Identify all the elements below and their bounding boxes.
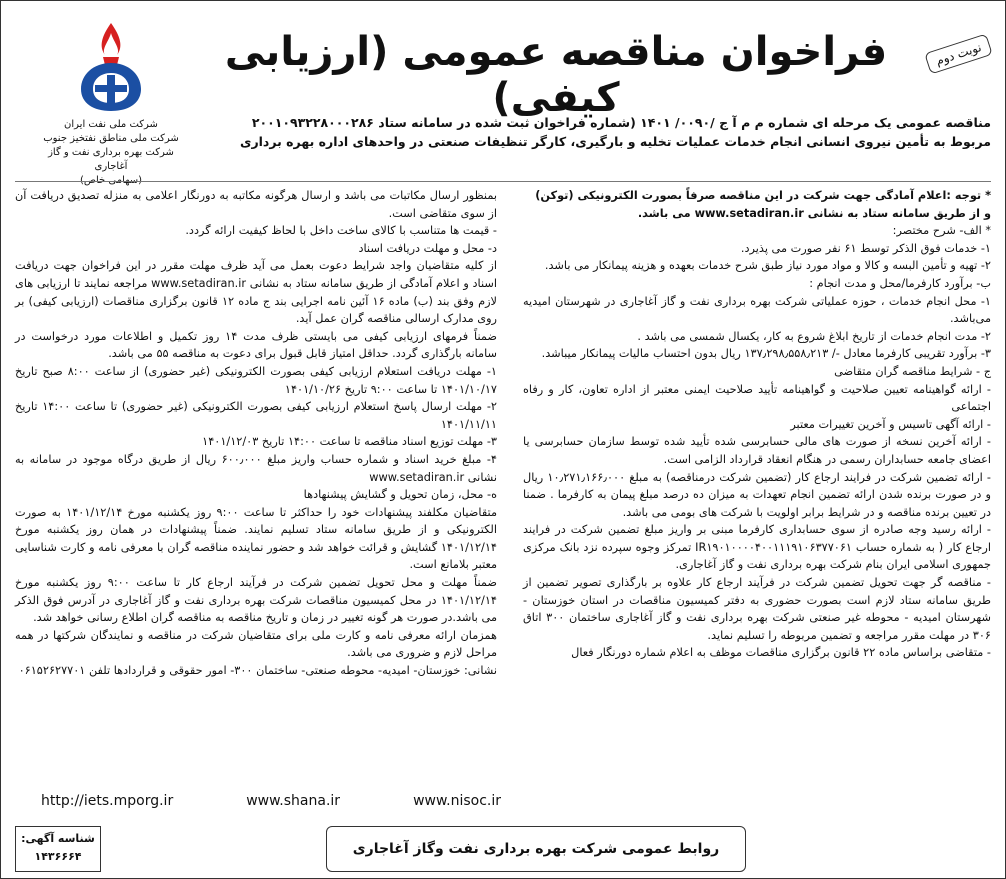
paragraph: - قیمت ها متناسب با کالای ساخت داخل با لحاظ کیفیت ارائه گردد. <box>185 224 497 238</box>
subtitle-line-1: مناقصه عمومی یک مرحله ای شماره م م آ ج /۰۰۹۰/ ۱۴۰۱ (شماره فراخوان ثبت شده در سامانه ستاد ۲۰۰۱۰۹۳۲۲۸۰۰۰۲۸۶ <box>251 115 991 130</box>
company-logo <box>41 19 181 188</box>
link-nisoc[interactable]: www.nisoc.ir <box>413 793 501 809</box>
paragraph: - ارائه آگهی تاسیس و آخرین تغییرات معتبر <box>790 417 991 431</box>
link-shana[interactable]: www.shana.ir <box>246 793 341 809</box>
paragraph: ه- محل، زمان تحویل و گشایش پیشنهادها <box>303 488 497 502</box>
paragraph: * الف- شرح مختصر: <box>892 224 991 238</box>
paragraph: ۱- خدمات فوق الذکر توسط ۶۱ نفر صورت می پذیرد. <box>740 241 991 255</box>
paragraph: ج - شرایط مناقصه گران متقاضی <box>834 364 991 378</box>
paragraph: - متقاضی براساس ماده ۲۲ قانون برگزاری مناقصات موظف به اعلام شماره دورنگار فعال <box>571 646 991 660</box>
nioc-flame-logo-icon <box>71 19 151 114</box>
paragraph: ۲- مهلت ارسال پاسخ استعلام ارزیابی کیفی بصورت الکترونیکی (غیر حضوری) تا ساعت ۱۴:۰۰ تاریخ ۱۴۰۱/۱۱/۱۱ <box>15 400 497 431</box>
paragraph: ۲- تهیه و تأمین البسه و کالا و مواد مورد نیاز طبق شرح خدمات بعهده و هزینه پیمانکار می باشد. <box>544 259 991 273</box>
logo-line-3: شرکت بهره برداری نفت و گاز آغاجاری <box>48 147 174 172</box>
paragraph: ۴- مبلغ خرید اسناد و شماره حساب واریز مبلغ ۶۰۰٫۰۰۰ ریال از طریق درگاه موجود در سامانه به نشانی www.setadiran.ir <box>15 452 497 484</box>
paragraph: ضمناً فرمهای ارزیابی کیفی می بایستی ظرف مدت ۱۴ روز تکمیل و اطلاعات مورد درخواست در سامانه بارگذاری گردد. حداقل امتیاز قابل قبول برای دعوت به مناقصه ۵۵ می باشد. <box>15 329 497 361</box>
page-title: فراخوان مناقصه عمومی (ارزیابی کیفی) <box>224 29 888 121</box>
divider <box>15 181 991 182</box>
paragraph: - ارائه رسید وجه صادره از سوی حسابداری کارفرما مبنی بر واریز مبلغ تضمین شرکت در فرایند ارجاع کار ( به شماره حساب IR۱۹۰۱۰۰۰۰۴۰۰۱۱۱۹۱۰۶۳۷۷۰۶۱ تمرکز وجوه سپرده نزد بانک مرکزی جمهوری اسلامی ایران بنام شرکت بهره برداری نفت و گاز آغاجاری. <box>523 523 991 572</box>
paragraph: همزمان ارائه معرفی نامه و کارت ملی برای متقاضیان شرکت در مناقصه و نمایندگان شرکتها در همه مراحل لازم و ضروری می باشد. <box>15 628 497 660</box>
logo-line-1: شرکت ملی نفت ایران <box>64 119 158 130</box>
paragraph: ۱- مهلت دریافت استعلام ارزیابی کیفی بصورت الکترونیکی (غیر حضوری) از ساعت ۸:۰۰ صبح تاریخ ۱۴۰۱/۱۰/۱۷ تا ساعت ۹:۰۰ تاریخ ۱۴۰۱/۱۰/۲۶ <box>15 364 497 396</box>
paragraph: ضمناً مهلت و محل تحویل تضمین شرکت در فرآیند ارجاع کار تا ساعت ۹:۰۰ روز یکشنبه مورخ ۱۴۰۱/۱۲/۱۴ در محل کمیسیون مناقصات شرکت بهره برداری نفت و گاز آغاجاری در آدرس فوق الذکر می باشد.در صورت هر گونه تغییر در زمان و تاریخ مناقصه به مناقصه گران اطلاع رسانی خواهد شد. <box>15 576 498 625</box>
paragraph: ب- برآورد کارفرما/محل و مدت انجام : <box>809 276 991 290</box>
link-iets[interactable]: http://iets.mporg.ir <box>41 793 174 809</box>
tender-subtitle <box>211 113 991 151</box>
paragraph: ۲- مدت انجام خدمات از تاریخ ابلاغ شروع به کار، یکسال شمسی می باشد . <box>637 329 991 343</box>
notice-id-value: ۱۴۳۶۶۶۴ <box>34 850 82 863</box>
paragraph: و از طریق سامانه ستاد به نشانی www.setadiran.ir می باشد. <box>637 206 991 220</box>
public-relations-footer: روابط عمومی شرکت بهره برداری نفت وگاز آغاجاری <box>326 826 746 872</box>
paragraph: - ارائه گواهینامه تعیین صلاحیت و گواهینامه تأیید صلاحیت ایمنی معتبر از اداره تعاون، کار و رفاه اجتماعی <box>523 382 991 414</box>
notice-id-box <box>15 826 101 872</box>
paragraph: - ارائه آخرین نسخه از صورت های مالی حسابرسی شده تأیید شده توسط سازمان حسابرسی یا اعضای جامعه حسابداران رسمی در هنگام انعقاد قرارداد الزامی است. <box>523 435 991 466</box>
logo-line-4: (سهامی خاص) <box>79 175 143 186</box>
paragraph: د- محل و مهلت دریافت اسناد <box>358 241 497 255</box>
subtitle-line-2: مربوط به تأمین نیروی انسانی انجام خدمات عملیات تخلیه و بارگیری، کارگر تنظیفات صنعتی در واحدهای اداره بهره برداری <box>240 134 991 149</box>
paragraph: بمنظور ارسال مکاتبات می باشد و ارسال هرگونه مکاتبه به دورنگار اعلامی به منزله تصدیق دریافت آن از سوی متقاضی است. <box>15 189 497 220</box>
paragraph: * توجه :اعلام آمادگی جهت شرکت در این مناقصه صرفاً بصورت الکترونیکی (توکن) <box>535 189 991 202</box>
left-column <box>15 187 497 680</box>
paragraph: متقاضیان مکلفند پیشنهادات خود را حداکثر تا ساعت ۹:۰۰ روز یکشنبه مورخ ۱۴۰۱/۱۲/۱۴ به صورت الکترونیکی و از طریق سامانه ستاد تسلیم نمایند. ضمناً پیشنهادات در همان روز یکشنبه مورخ ۱۴۰۱/۱۲/۱۴ گشایش و قرائت خواهد شد و حضور نماینده مناقصه گران با معرفی نامه و کارت شناسایی معتبر بلامانع است. <box>15 505 497 572</box>
paragraph: ۳- برآورد تقریبی کارفرما معادل -/ ۱۳۷٫۲۹۸٫۵۵۸٫۲۱۳ ریال بدون احتساب مالیات پیمانکار میباشد. <box>541 347 991 361</box>
paragraph: ۳- مهلت توزیع اسناد مناقصه تا ساعت ۱۴:۰۰ تاریخ ۱۴۰۱/۱۲/۰۳ <box>202 435 497 449</box>
right-column <box>523 187 991 662</box>
notice-id-label: شناسه آگهی: <box>21 832 95 845</box>
paragraph: - ارائه تضمین شرکت در فرایند ارجاع کار (تضمین شرکت درمناقصه) به مبلغ ۱۰٫۲۷۱٫۱۶۶٫۰۰۰ ریال و در صورت برنده شدن ارائه تضمین انجام تعهدات به میزان ده درصد مبلغ پیمان به کارفرما . ضمنا در تعیین برنده مناقصه و در شرایط برابر اولویت با شرکت های بومی می باشد. <box>523 470 992 519</box>
paragraph: از کلیه متقاضیان واجد شرایط دعوت بعمل می آید ظرف مهلت مقرر در این فراخوان جهت دریافت اسناد و اعلام آمادگی از طریق سامانه ستاد به نشانی www.setadiran.ir مراجعه نمایند تا ارزیابی های لازم وفق بند (ب) ماده ۱۶ آئین نامه اجرایی بند ج ماده ۱۲ قانون برگزاری مناقصات (ارزیابی کیفی) بر روی مدارک ارسالی مناقصه گران عمل آید. <box>15 259 497 326</box>
edition-badge: نوبت دوم <box>924 33 993 74</box>
website-links <box>41 793 501 809</box>
logo-line-2: شرکت ملی مناطق نفتخیز جنوب <box>43 133 179 144</box>
paragraph: نشانی: خوزستان- امیدیه- محوطه صنعتی- ساختمان ۳۰۰- امور حقوقی و قراردادها تلفن ۰۶۱۵۲۶۲۷۷۰۱ <box>18 664 497 678</box>
paragraph: - مناقصه گر جهت تحویل تضمین شرکت در فرآیند ارجاع کار علاوه بر بارگذاری تصویر تضمین از طریق سامانه ستاد لازم است بصورت حضوری به دفتر کمیسیون مناقصات در استان خوزستان - شهرستان امیدیه - محوطه غیر صنعتی شرکت بهره برداری نفت و گاز آغاجاری ساختمان ۳۰۰ اتاق ۳۰۶ در مهلت مقرر مراجعه و تضمین مربوطه را تسلیم نماید. <box>523 576 991 642</box>
paragraph: ۱- محل انجام خدمات ، حوزه عملیاتی شرکت بهره برداری نفت و گاز آغاجاری در شهرستان امیدیه می‌باشد. <box>523 294 991 326</box>
